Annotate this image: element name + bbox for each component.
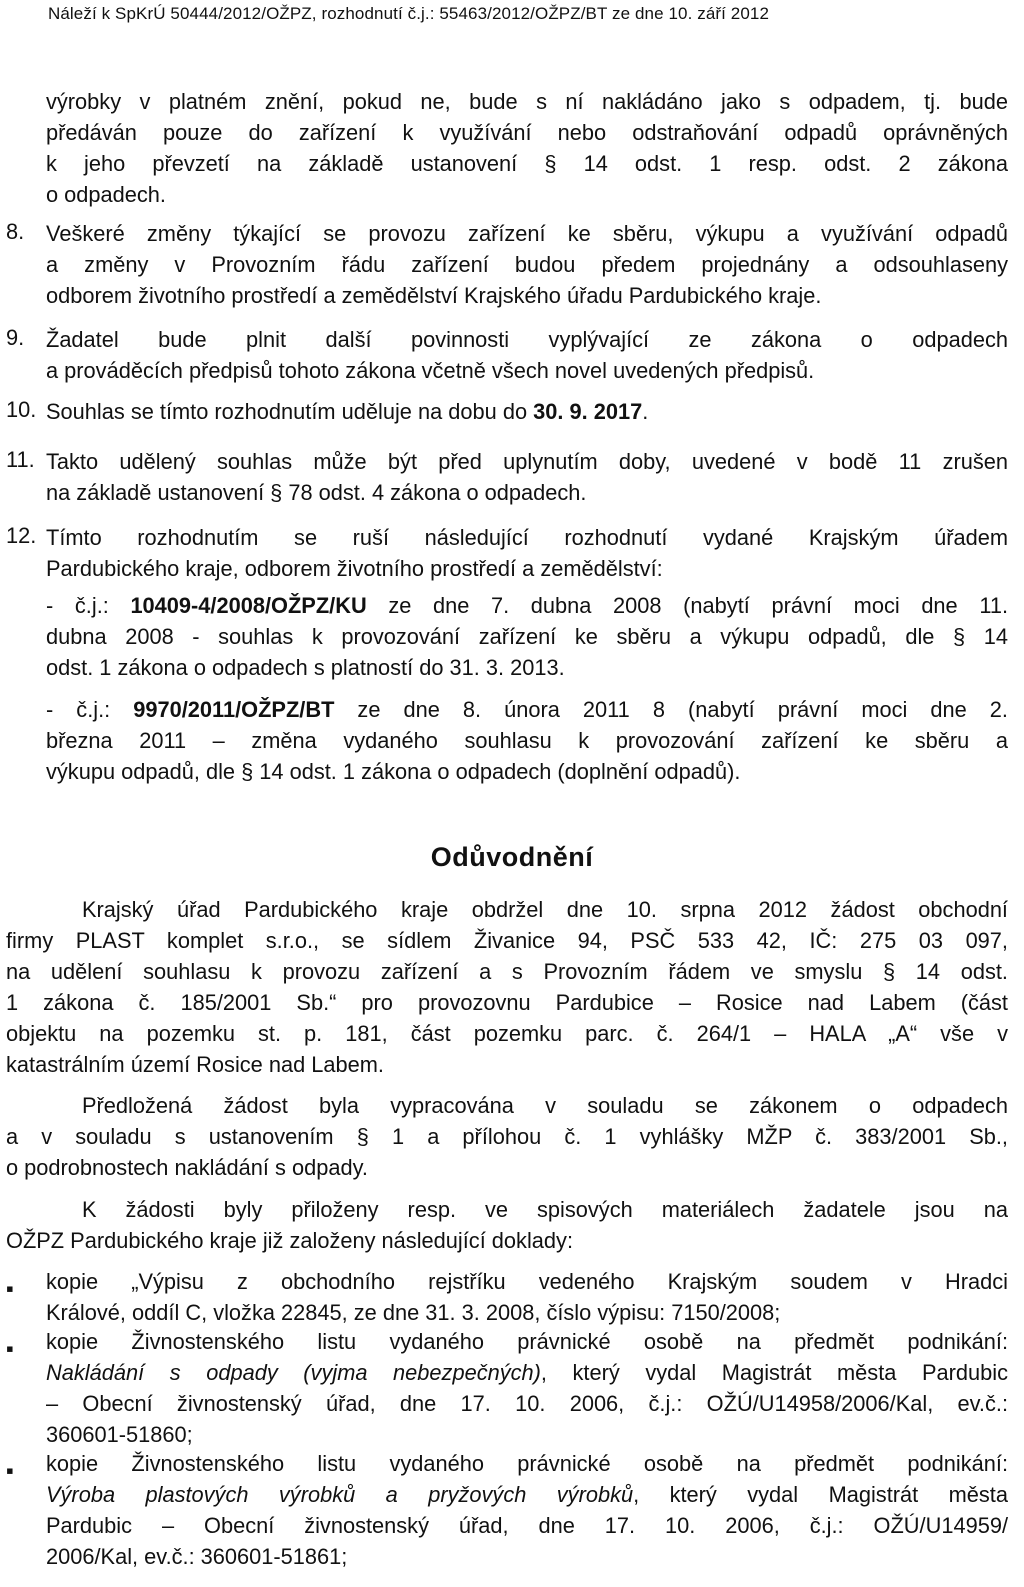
reasoning-paragraph-3 (6, 1194, 1008, 1256)
item-7-continuation (46, 86, 1008, 210)
text-line: 1 zákona č. 185/2001 Sb.“ pro provozovnu Pardubice – Rosice nad Labem (část (6, 990, 1008, 1015)
text-line: objektu na pozemku st. p. 181, část pozemku parc. č. 264/1 – HALA „A“ vše v (6, 1021, 1008, 1046)
text-line: března 2011 – změna vydaného souhlasu k provozování zařízení ke sběru a (46, 728, 1008, 753)
text-line (46, 1357, 1008, 1388)
reasoning-paragraph-2 (6, 1090, 1008, 1183)
bullet-item-2 (46, 1326, 1008, 1450)
text-line: Žadatel bude plnit další povinnosti vyplývající ze zákona o odpadech (46, 327, 1008, 352)
text-line: katastrálním území Rosice nad Labem. (6, 1052, 384, 1077)
text-line: firmy PLAST komplet s.r.o., se sídlem Živanice 94, PSČ 533 42, IČ: 275 03 097, (6, 928, 1008, 953)
text-line: kopie Živnostenského listu vydaného právnické osobě na předmět podnikání: (46, 1451, 1008, 1476)
text-line: kopie „Výpisu z obchodního rejstříku vedeného Krajským soudem v Hradci (46, 1269, 1008, 1294)
text-line: Veškeré změny týkající se provozu zařízení ke sběru, výkupu a využívání odpadů (46, 221, 1008, 246)
text-line: Králové, oddíl C, vložka 22845, ze dne 31. 3. 2008, číslo výpisu: 7150/2008; (46, 1300, 781, 1325)
text-line: předáván pouze do zařízení k využívání nebo odstraňování odpadů oprávněných (46, 120, 1008, 145)
item-number: 12. (6, 523, 37, 548)
bullet-icon (6, 1284, 16, 1294)
text-line: výkupu odpadů, dle § 14 odst. 1 zákona o odpadech (doplnění odpadů). (46, 759, 741, 784)
text-line: Tímto rozhodnutím se ruší následující rozhodnutí vydané Krajským úřadem (46, 525, 1008, 550)
item-number: 11. (6, 447, 35, 472)
business-subject: Nakládání s odpady (vyjma nebezpečných) (46, 1360, 541, 1385)
text-segment: ze dne 7. dubna 2008 (nabytí právní moci dne 11. (366, 593, 1008, 618)
bullet-item-1 (46, 1266, 1008, 1328)
text-line: na udělení souhlasu k provozu zařízení a s Provozním řádem ve smyslu § 14 odst. (6, 959, 1008, 984)
text-line: 360601-51860; (46, 1422, 193, 1447)
text-line: 2006/Kal, ev.č.: 360601-51861; (46, 1544, 348, 1569)
text-line: na základě ustanovení § 78 odst. 4 zákona o odpadech. (46, 480, 587, 505)
text-line: a v souladu s ustanovením § 1 a přílohou č. 1 vyhlášky MŽP č. 383/2001 Sb., (6, 1124, 1008, 1149)
bullet-item-3 (46, 1448, 1008, 1572)
text-line (46, 694, 1008, 725)
text-line: Pardubic – Obecní živnostenský úřad, dne 17. 10. 2006, č.j.: OŽÚ/U14959/ (46, 1513, 1008, 1538)
cancelled-decision-1 (46, 590, 1008, 683)
text-segment: ze dne 8. února 2011 8 (nabytí právní moci dne 2. (334, 697, 1008, 722)
item-10 (46, 396, 1008, 427)
text-line: k jeho převzetí na základě ustanovení § 14 odst. 1 resp. odst. 2 zákona (46, 151, 1008, 176)
text-line: Krajský úřad Pardubického kraje obdržel dne 10. srpna 2012 žádost obchodní (82, 897, 1008, 922)
text-line: – Obecní živnostenský úřad, dne 17. 10. 2006, č.j.: OŽÚ/U14958/2006/Kal, ev.č.: (46, 1391, 1008, 1416)
item-number: 8. (6, 219, 25, 244)
text-segment: Souhlas se tímto rozhodnutím uděluje na dobu do (46, 399, 534, 424)
text-line: dubna 2008 - souhlas k provozování zařízení ke sběru a výkupu odpadů, dle § 14 (46, 624, 1008, 649)
validity-date: 30. 9. 2017 (533, 399, 643, 424)
business-subject: Výroba plastových výrobků a pryžových výrobků (46, 1482, 634, 1507)
reference-number: 9970/2011/OŽPZ/BT (133, 697, 335, 722)
reference-number: 10409-4/2008/OŽPZ/KU (130, 593, 367, 618)
text-segment: , který vydal Magistrát města Pardubic (540, 1360, 1008, 1385)
text-line: výrobky v platném znění, pokud ne, bude s ní nakládáno jako s odpadem, tj. bude (46, 89, 1008, 114)
text-line: kopie Živnostenského listu vydaného právnické osobě na předmět podnikání: (46, 1329, 1008, 1354)
text-line: o odpadech. (46, 182, 166, 207)
item-9 (46, 324, 1008, 386)
text-segment: - č.j.: (46, 593, 131, 618)
reasoning-paragraph-1 (6, 894, 1008, 1080)
text-segment: - č.j.: (46, 697, 134, 722)
text-line: a prováděcích předpisů tohoto zákona včetně všech novel uvedených předpisů. (46, 358, 815, 383)
bullet-icon (6, 1466, 16, 1476)
text-line: Pardubického kraje, odborem životního prostředí a zemědělství: (46, 556, 663, 581)
text-line: a změny v Provozním řádu zařízení budou předem projednány a odsouhlaseny (46, 252, 1008, 277)
cancelled-decision-2 (46, 694, 1008, 787)
text-line (46, 1479, 1008, 1510)
item-number: 9. (6, 325, 25, 350)
section-heading: Odůvodnění (430, 842, 594, 872)
bullet-icon (6, 1344, 16, 1354)
text-line: Takto udělený souhlas může být před uplynutím doby, uvedené v bodě 11 zrušen (46, 449, 1008, 474)
text-line: odborem životního prostředí a zemědělství Krajského úřadu Pardubického kraje. (46, 283, 822, 308)
text-segment: . (642, 399, 649, 424)
item-11 (46, 446, 1008, 508)
text-line: K žádosti byly přiloženy resp. ve spisových materiálech žadatele jsou na (82, 1197, 1008, 1222)
item-8 (46, 218, 1008, 311)
text-segment: , který vydal Magistrát města (633, 1482, 1008, 1507)
item-12 (46, 522, 1008, 584)
text-line: o podrobnostech nakládání s odpady. (6, 1155, 368, 1180)
text-line (46, 590, 1008, 621)
item-number: 10. (6, 397, 37, 422)
text-line: OŽPZ Pardubického kraje již založeny následující doklady: (6, 1228, 573, 1253)
text-line: Předložená žádost byla vypracována v souladu se zákonem o odpadech (82, 1093, 1008, 1118)
page-header: Náleží k SpKrÚ 50444/2012/OŽPZ, rozhodnutí č.j.: 55463/2012/OŽPZ/BT ze dne 10. září 2012 (48, 4, 769, 23)
text-line: odst. 1 zákona o odpadech s platností do 31. 3. 2013. (46, 655, 565, 680)
